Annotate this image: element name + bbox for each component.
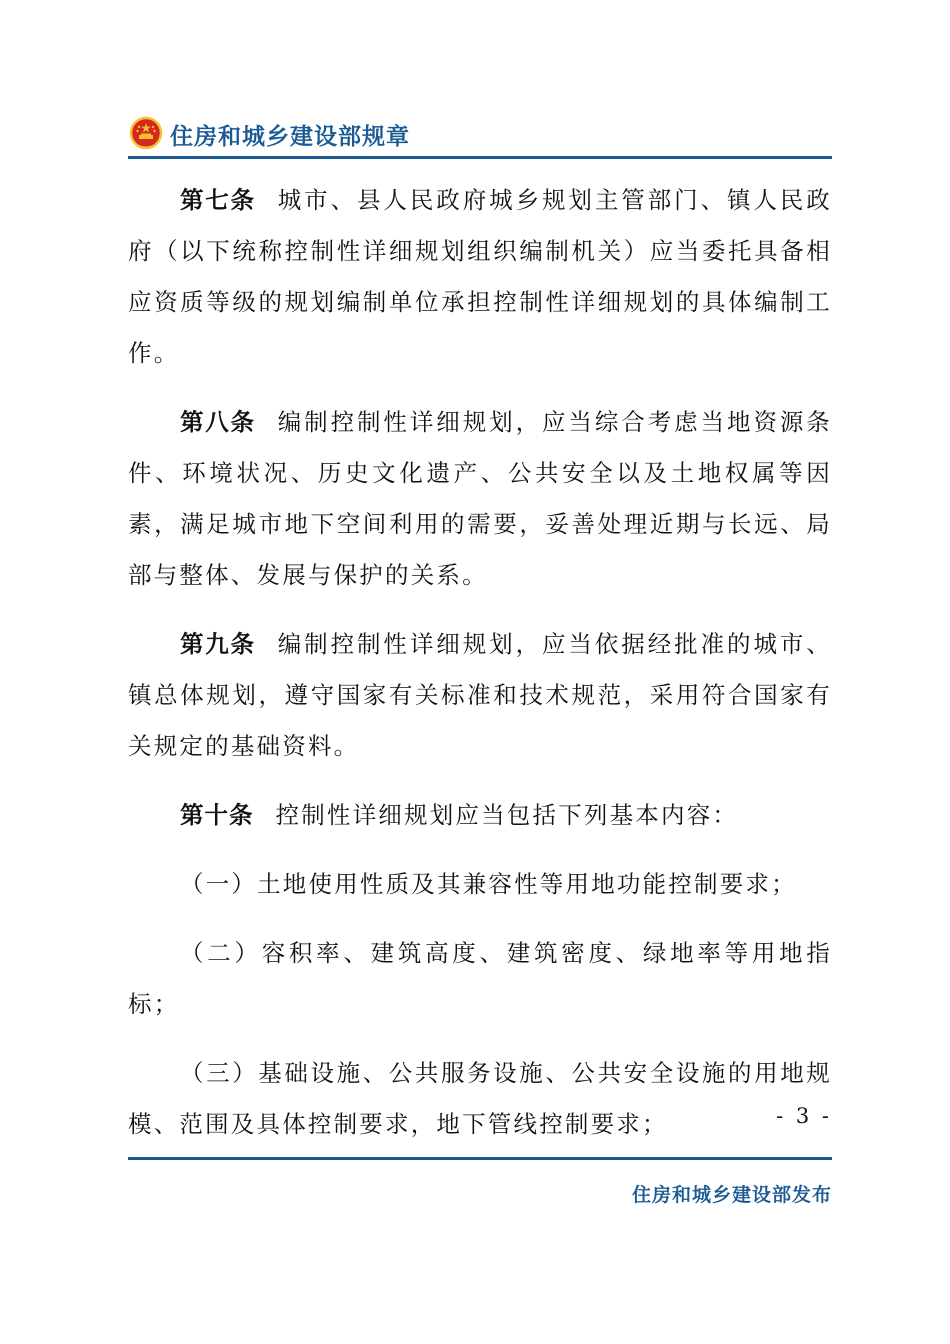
footer-publisher: 住房和城乡建设部发布	[631, 1184, 832, 1206]
footer-divider	[128, 1157, 832, 1160]
header-title: 住房和城乡建设部规章	[170, 124, 410, 150]
article-text: 城市、县人民政府城乡规划主管部门、镇人民政府（以下统称控制性详细规划组织编制机关）应当委托具备相应资质等级的规划编制单位承担控制性详细规划的具体编制工作。	[128, 186, 833, 367]
header-divider	[128, 156, 832, 159]
article-text: 控制性详细规划应当包括下列基本内容：	[275, 801, 739, 829]
article-label: 第八条	[180, 408, 256, 436]
national-emblem-icon	[128, 116, 164, 152]
article-9	[128, 619, 832, 772]
list-item: （三）基础设施、公共服务设施、公共安全设施的用地规模、范围及具体控制要求，地下管线控制要求；	[128, 1059, 832, 1138]
article-label: 第九条	[180, 630, 256, 658]
page-header	[128, 114, 832, 158]
list-item: （一）土地使用性质及其兼容性等用地功能控制要求；	[180, 870, 797, 898]
page-number: - 3 -	[776, 1104, 832, 1128]
document-body	[128, 175, 832, 1168]
article-8	[128, 397, 832, 601]
article-7	[128, 175, 832, 379]
article-text: 编制控制性详细规划，应当依据经批准的城市、镇总体规划，遵守国家有关标准和技术规范，采用符合国家有关规定的基础资料。	[128, 630, 833, 760]
article-text: 编制控制性详细规划，应当综合考虑当地资源条件、环境状况、历史文化遗产、公共安全以及土地权属等因素，满足城市地下空间利用的需要，妥善处理近期与长远、局部与整体、发展与保护的关系。	[128, 408, 833, 589]
article-10	[128, 790, 832, 841]
article-label: 第七条	[180, 186, 256, 214]
list-item: （二）容积率、建筑高度、建筑密度、绿地率等用地指标；	[128, 939, 832, 1018]
article-label: 第十条	[180, 801, 254, 829]
